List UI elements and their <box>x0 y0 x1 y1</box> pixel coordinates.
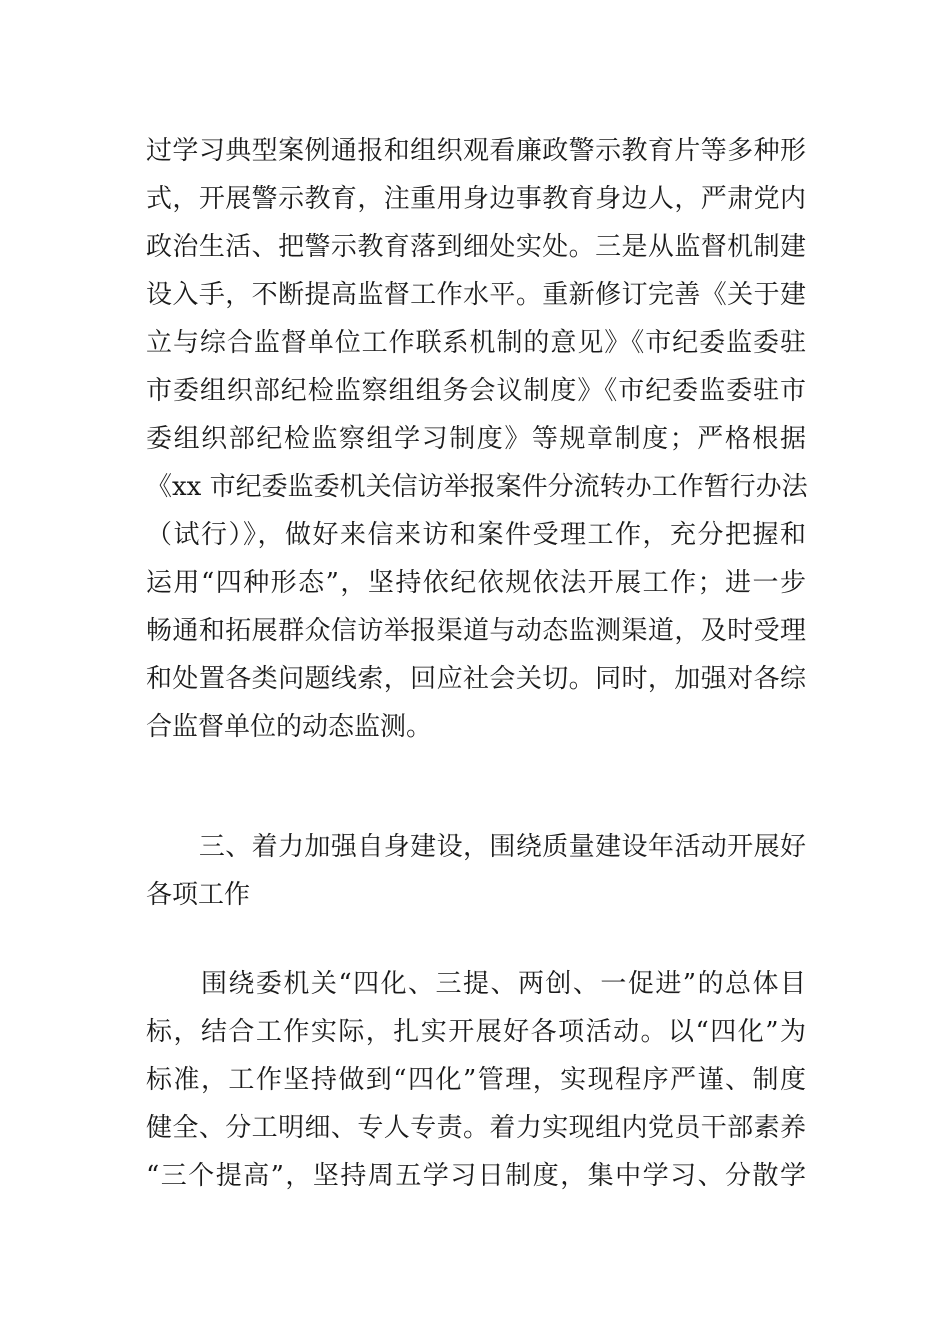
heading-line: 三、着力加强自身建设，围绕质量建设年活动开展好 <box>146 832 806 862</box>
text-line: 立与综合监督单位工作联系机制的意见》《市纪委监委驻 <box>146 328 806 358</box>
heading-line: 各项工作 <box>146 880 251 910</box>
section-heading <box>146 823 806 919</box>
text-line: 过学习典型案例通报和组织观看廉政警示教育片等多种形 <box>146 136 806 166</box>
text-line: 设入手，不断提高监督工作水平。重新修订完善《关于建 <box>146 280 806 310</box>
text-line: 标准，工作坚持做到“四化”管理，实现程序严谨、制度 <box>146 1065 806 1095</box>
text-line: 市委组织部纪检监察组组务会议制度》《市纪委监委驻市 <box>146 376 806 406</box>
text-line: 和处置各类问题线索，回应社会关切。同时，加强对各综 <box>146 664 806 694</box>
text-line: 围绕委机关“四化、三提、两创、一促进”的总体目 <box>146 969 806 999</box>
text-line: 委组织部纪检监察组学习制度》等规章制度；严格根据 <box>146 424 806 454</box>
text-line: 运用“四种形态”，坚持依纪依规依法开展工作；进一步 <box>146 568 806 598</box>
text-line: （试行）》，做好来信来访和案件受理工作，充分把握和 <box>146 520 806 550</box>
text-line: 标，结合工作实际，扎实开展好各项活动。以“四化”为 <box>146 1017 806 1047</box>
text-line: 式，开展警示教育，注重用身边事教育身边人，严肃党内 <box>146 184 806 214</box>
text-line: 合监督单位的动态监测。 <box>146 712 433 742</box>
text-line: 畅通和拓展群众信访举报渠道与动态监测渠道，及时受理 <box>146 616 806 646</box>
body-paragraph <box>146 127 806 751</box>
text-line: 健全、分工明细、专人专责。着力实现组内党员干部素养 <box>146 1113 806 1143</box>
text-line: 《xx 市纪委监委机关信访举报案件分流转办工作暂行办法 <box>146 472 808 502</box>
text-line: “三个提高”，坚持周五学习日制度，集中学习、分散学 <box>146 1161 806 1191</box>
body-paragraph <box>146 960 806 1200</box>
text-line: 政治生活、把警示教育落到细处实处。三是从监督机制建 <box>146 232 806 262</box>
